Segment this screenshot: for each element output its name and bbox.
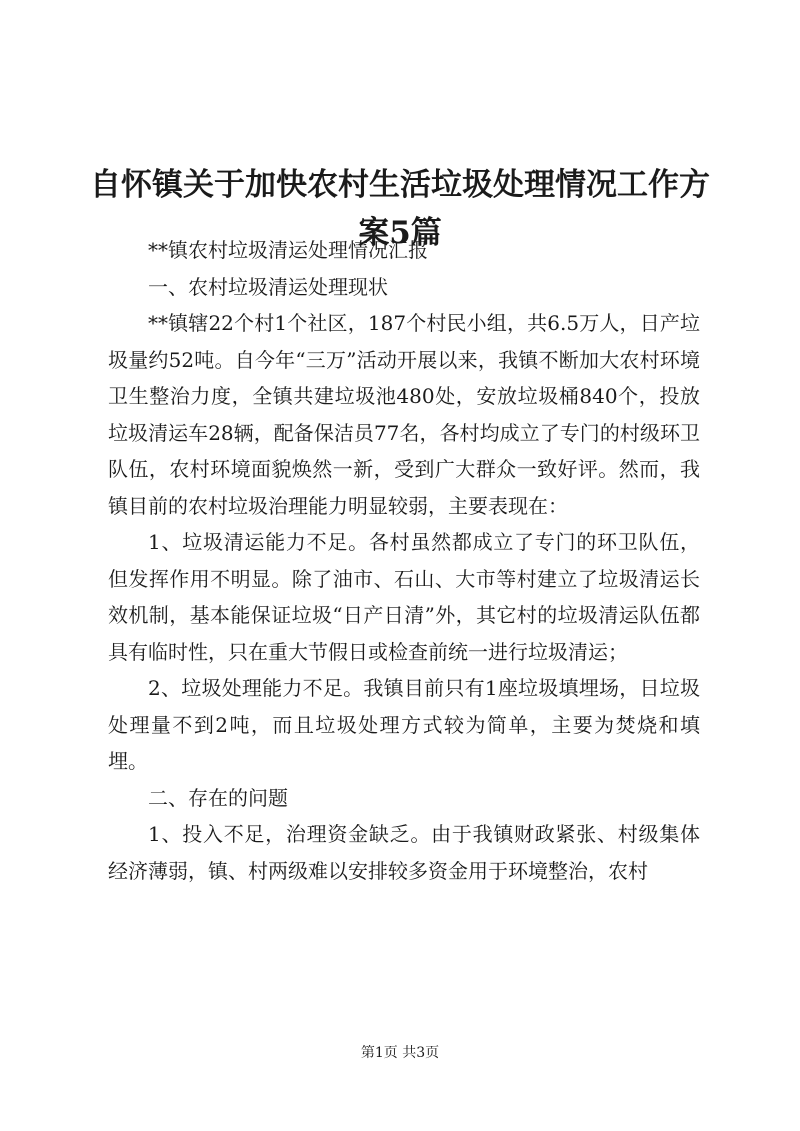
paragraph: **镇辖22个村1个社区，187个村民小组，共6.5万人，日产垃圾量约52吨。自今年“三万”活动开展以来，我镇不断加大农村环境卫生整治力度，全镇共建垃圾池480处，安放垃圾桶840个，投放垃圾清运车28辆，配备保洁员77名，各村均成立了专门的村级环卫队伍，农村环境面貌焕然一新，受到广大群众一致好评。然而，我镇目前的农村垃圾治理能力明显较弱，主要表现在：: [108, 311, 700, 518]
paragraph-heading: **镇农村垃圾清运处理情况汇报: [148, 238, 428, 262]
page-footer: 第1页 共3页: [360, 1045, 440, 1061]
section-heading-2: 二、存在的问题: [148, 785, 288, 810]
paragraph: 1、垃圾清运能力不足。各村虽然都成立了专门的环卫队伍，但发挥作用不明显。除了油市、石山、大市等村建立了垃圾清运长效机制，基本能保证垃圾“日产日清”外，其它村的垃圾清运队伍都具有临时性，只在重大节假日或检查前统一进行垃圾清运；: [108, 530, 700, 664]
paragraph: 2、垃圾处理能力不足。我镇目前只有1座垃圾填埋场，日垃圾处理量不到2吨，而且垃圾处理方式较为简单，主要为焚烧和填埋。: [108, 676, 700, 773]
section-heading-1: 一、农村垃圾清运处理现状: [148, 274, 388, 299]
document-body: [108, 232, 700, 889]
document-title: 自怀镇关于加快农村生活垃圾处理情况工作方案5篇: [90, 166, 710, 251]
paragraph: 1、投入不足，治理资金缺乏。由于我镇财政紧张、村级集体经济薄弱，镇、村两级难以安排较多资金用于环境整治，农村: [108, 822, 700, 883]
